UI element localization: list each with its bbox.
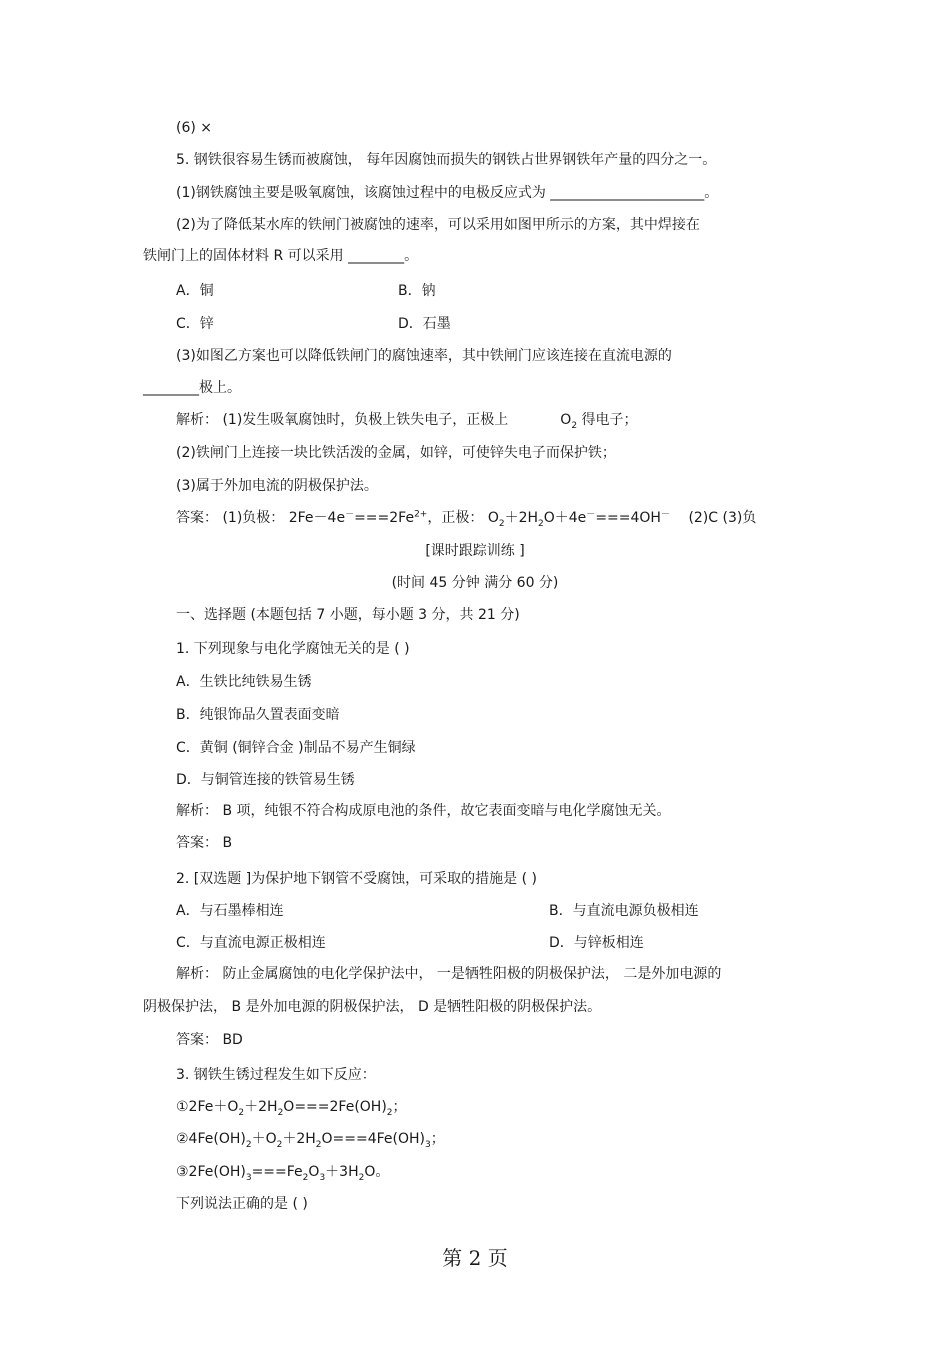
question-5-part-3-cont: ________极上。 (143, 380, 241, 396)
question-2-option-b: B．与直流电源负极相连 (549, 903, 699, 919)
question-5-part-2-cont: 铁闸门上的固体材料 R 可以采用 ________。 (143, 248, 419, 264)
question-2-option-d: D．与锌板相连 (549, 935, 644, 951)
analysis-line-3: (3)属于外加电流的阴极保护法。 (176, 478, 378, 494)
question-5-stem: 5. 钢铁很容易生锈而被腐蚀， 每年因腐蚀而损失的钢铁占世界钢铁年产量的四分之一。 (176, 152, 717, 168)
o2-formula: $O_2$ (560, 412, 578, 431)
question-1-option-a: A．生铁比纯铁易生锈 (176, 674, 312, 690)
question-2-option-c: C．与直流电源正极相连 (176, 935, 326, 951)
option-c: C．锌 (176, 316, 214, 332)
question-3-stem: 3. 钢铁生锈过程发生如下反应： (176, 1067, 376, 1083)
question-3-prompt: 下列说法正确的是 ( ) (176, 1196, 308, 1212)
positive-electrode-label: ，正极： (427, 510, 484, 526)
question-1-option-b: B．纯银饰品久置表面变暗 (176, 707, 340, 723)
question-1-analysis: 解析： B 项，纯银不符合构成原电池的条件，故它表面变暗与电化学腐蚀无关。 (176, 803, 671, 819)
analysis-line-1-tail: 得电子； (581, 412, 638, 428)
negative-electrode-equation: $2Fe-4e^-===2Fe^{2+}$ (288, 509, 428, 526)
answer-label: 答案： (1)负极： (176, 510, 285, 526)
answer-tail: (2)C (3)负 (688, 510, 757, 526)
option-a: A．铜 (176, 283, 214, 299)
option-b: B．钠 (398, 283, 436, 299)
reaction-2: $②4Fe(OH)_2+O_2+2H_2O===4Fe(OH)_3$； (176, 1131, 445, 1150)
question-5-part-1: (1)钢铁腐蚀主要是吸氧腐蚀，该腐蚀过程中的电极反应式为 ______________________。 (176, 185, 719, 201)
question-2-analysis-cont: 阴极保护法， B 是外加电源的阴极保护法， D 是牺牲阳极的阴极保护法。 (143, 999, 602, 1015)
question-1-answer: 答案： B (176, 835, 233, 851)
question-5-part-3: (3)如图乙方案也可以降低铁闸门的腐蚀速率，其中铁闸门应该连接在直流电源的 (176, 348, 672, 364)
reaction-1: $①2Fe+O_2+2H_2O===2Fe(OH)_2$； (176, 1099, 407, 1118)
question-2-analysis: 解析： 防止金属腐蚀的电化学保护法中， 一是牺牲阳极的阴极保护法， 二是外加电源的 (176, 966, 722, 982)
section-subtitle: (时间 45 分钟 满分 60 分) (391, 575, 559, 591)
question-1-option-d: D．与铜管连接的铁管易生锈 (176, 772, 355, 788)
question-1-stem: 1. 下列现象与电化学腐蚀无关的是 ( ) (176, 641, 410, 657)
positive-electrode-equation: $O_2+2H_2O+4e^-===4OH^-$ (487, 509, 670, 529)
question-2-answer: 答案： BD (176, 1032, 243, 1048)
question-2-option-a: A．与石墨棒相连 (176, 903, 284, 919)
answer-item-6: (6) × (176, 120, 213, 136)
analysis-line-1 (176, 411, 638, 429)
option-d: D．石墨 (398, 316, 451, 332)
analysis-line-1-text: 解析： (1)发生吸氧腐蚀时，负极上铁失电子，正极上 (176, 412, 509, 428)
question-5-part-2: (2)为了降低某水库的铁闸门被腐蚀的速率，可以采用如图甲所示的方案，其中焊接在 (176, 217, 700, 233)
page-number: 第 2 页 (442, 1246, 508, 1270)
reaction-3: $③2Fe(OH)_3===Fe_2O_3+3H_2O$。 (176, 1164, 390, 1183)
question-2-stem: 2. [双选题 ]为保护地下钢管不受腐蚀，可采取的措施是 ( ) (176, 871, 538, 887)
question-1-option-c: C．黄铜 (铜锌合金 )制品不易产生铜绿 (176, 740, 416, 756)
analysis-line-2: (2)铁闸门上连接一块比铁活泼的金属，如锌，可使锌失电子而保护铁； (176, 445, 616, 461)
section-title: [课时跟踪训练 ] (425, 543, 525, 559)
part-one-heading: 一、选择题 (本题包括 7 小题，每小题 3 分，共 21 分) (176, 607, 520, 623)
answer-line (176, 509, 756, 527)
